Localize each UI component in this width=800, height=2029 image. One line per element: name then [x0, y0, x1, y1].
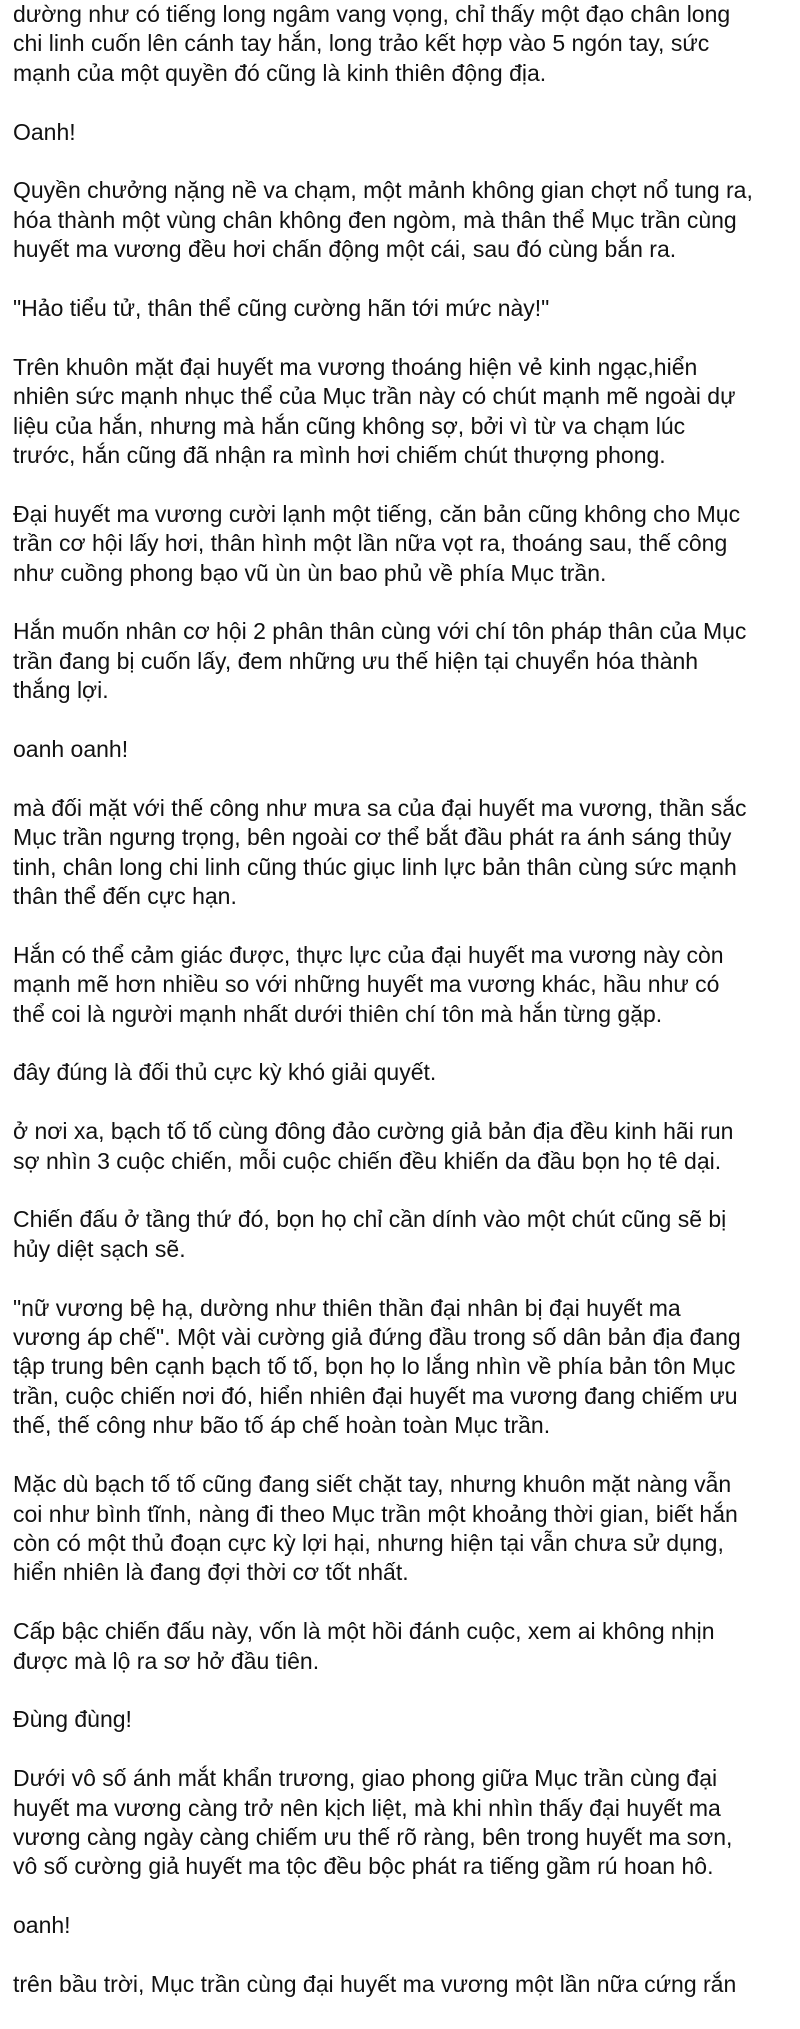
paragraph: Mặc dù bạch tố tố cũng đang siết chặt tay, nhưng khuôn mặt nàng vẫn coi như bình tĩnh, nàng đi theo Mục trần một khoảng thời gian, biết hắn còn có một thủ đoạn cực kỳ lợi hại, nhưng hiện tại vẫn chưa sử dụng, hiển nhiên là đang đợi thời cơ tốt nhất.	[13, 1471, 738, 1586]
paragraph: đây đúng là đối thủ cực kỳ khó giải quyết.	[13, 1059, 437, 1086]
document-page	[13, 0, 793, 2029]
paragraph: Oanh!	[13, 118, 76, 145]
paragraph: Đại huyết ma vương cười lạnh một tiếng, căn bản cũng không cho Mục trần cơ hội lấy hơi, thân hình một lần nữa vọt ra, thoáng sau, thế công như cuồng phong bạo vũ ùn ùn bao phủ về phía Mục trần.	[13, 500, 741, 586]
paragraph: "Hảo tiểu tử, thân thể cũng cường hãn tới mức này!"	[13, 295, 550, 322]
paragraph: ở nơi xa, bạch tố tố cùng đông đảo cường giả bản địa đều kinh hãi run sợ nhìn 3 cuộc chiến, mỗi cuộc chiến đều khiến da đầu bọn họ tê dại.	[13, 1118, 734, 1174]
paragraph: Quyền chưởng nặng nề va chạm, một mảnh không gian chợt nổ tung ra, hóa thành một vùng chân không đen ngòm, mà thân thể Mục trần cùng huyết ma vương đều hơi chấn động một cái, sau đó cùng bắn ra.	[13, 177, 753, 263]
paragraph: "nữ vương bệ hạ, dường như thiên thần đại nhân bị đại huyết ma vương áp chế". Một vài cường giả đứng đầu trong số dân bản địa đang tập trung bên cạnh bạch tố tố, bọn họ lo lắng nhìn về phía bản tôn Mục trần, cuộc chiến nơi đó, hiển nhiên đại huyết ma vương đang chiếm ưu thế, thế công như bão tố áp chế hoàn toàn Mục trần.	[13, 1294, 741, 1439]
paragraph: oanh!	[13, 1912, 71, 1939]
paragraph: Cấp bậc chiến đấu này, vốn là một hồi đánh cuộc, xem ai không nhịn được mà lộ ra sơ hở đầu tiên.	[13, 1618, 715, 1674]
paragraph: Đùng đùng!	[13, 1706, 132, 1733]
paragraph: Chiến đấu ở tầng thứ đó, bọn họ chỉ cần dính vào một chút cũng sẽ bị hủy diệt sạch sẽ.	[13, 1206, 727, 1262]
paragraph: Dưới vô số ánh mắt khẩn trương, giao phong giữa Mục trần cùng đại huyết ma vương càng trở nên kịch liệt, mà khi nhìn thấy đại huyết ma vương càng ngày càng chiếm ưu thế rõ ràng, bên trong huyết ma sơn, vô số cường giả huyết ma tộc đều bộc phát ra tiếng gầm rú hoan hô.	[13, 1765, 733, 1880]
paragraph: mà đối mặt với thế công như mưa sa của đại huyết ma vương, thần sắc Mục trần ngưng trọng, bên ngoài cơ thể bắt đầu phát ra ánh sáng thủy tinh, chân long chi linh cũng thúc giục linh lực bản thân cùng sức mạnh thân thể đến cực hạn.	[13, 794, 747, 910]
paragraph: dường như có tiếng long ngâm vang vọng, chỉ thấy một đạo chân long chi linh cuốn lên cánh tay hắn, long trảo kết hợp vào 5 ngón tay, sức mạnh của một quyền đó cũng là kinh thiên động địa.	[13, 1, 731, 86]
paragraph: oanh oanh!	[13, 736, 129, 763]
paragraph: Hắn muốn nhân cơ hội 2 phân thân cùng với chí tôn pháp thân của Mục trần đang bị cuốn lấy, đem những ưu thế hiện tại chuyển hóa thành thắng lợi.	[13, 618, 747, 704]
paragraph: Hắn có thể cảm giác được, thực lực của đại huyết ma vương này còn mạnh mẽ hơn nhiều so với những huyết ma vương khác, hầu như có thể coi là người mạnh nhất dưới thiên chí tôn mà hắn từng gặp.	[13, 941, 724, 1027]
paragraph: trên bầu trời, Mục trần cùng đại huyết ma vương một lần nữa cứng rắn	[13, 1970, 737, 1997]
paragraph: Trên khuôn mặt đại huyết ma vương thoáng hiện vẻ kinh ngạc,hiển nhiên sức mạnh nhục thể của Mục trần này có chút mạnh mẽ ngoài dự liệu của hắn, nhưng mà hắn cũng không sợ, bởi vì từ va chạm lúc trước, hắn cũng đã nhận ra mình hơi chiếm chút thượng phong.	[13, 353, 736, 469]
